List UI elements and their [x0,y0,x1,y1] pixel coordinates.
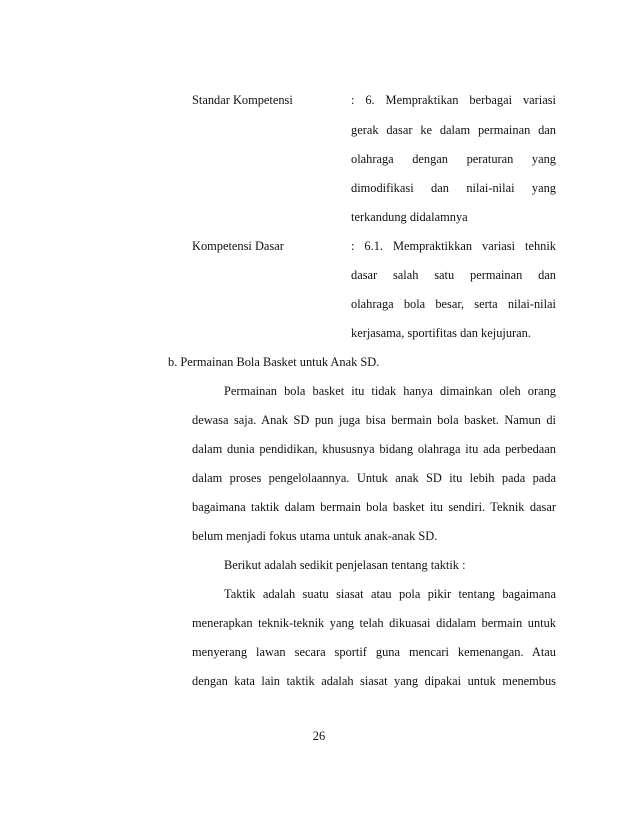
standar-kompetensi-line-4: dimodifikasi dan nilai-nilai yang [351,181,556,195]
standar-kompetensi-label: Standar Kompetensi [192,93,293,107]
kompetensi-dasar-label: Kompetensi Dasar [192,239,284,253]
standar-kompetensi-line-5: terkandung didalamnya [351,210,468,224]
paragraph-1-line-3: dalam dunia pendidikan, khususnya bidang olahraga itu ada perbedaan [192,442,556,456]
section-heading: b. Permainan Bola Basket untuk Anak SD. [168,355,380,369]
paragraph-3-line-3: menyerang lawan secara sportif guna mencari kemenangan. Atau [192,645,556,659]
paragraph-1-line-1: Permainan bola basket itu tidak hanya dimainkan oleh orang [224,384,556,398]
kompetensi-dasar-line-4: kerjasama, sportifitas dan kejujuran. [351,326,531,340]
kompetensi-dasar-line-3: olahraga bola besar, serta nilai-nilai [351,297,556,311]
paragraph-1-line-6: belum menjadi fokus utama untuk anak-anak SD. [192,529,438,543]
page-number: 26 [312,729,326,743]
kompetensi-dasar-line-1: : 6.1. Mempraktikkan variasi tehnik [351,239,556,253]
standar-kompetensi-line-1: : 6. Mempraktikan berbagai variasi [351,93,556,107]
paragraph-1-line-2: dewasa saja. Anak SD pun juga bisa bermain bola basket. Namun di [192,413,556,427]
paragraph-3-line-2: menerapkan teknik-teknik yang telah dikuasai didalam bermain untuk [192,616,556,630]
paragraph-3-line-4: dengan kata lain taktik adalah siasat yang dipakai untuk menembus [192,674,556,688]
paragraph-1-line-5: bagaimana taktik dalam bermain bola basket itu sendiri. Teknik dasar [192,500,556,514]
standar-kompetensi-line-3: olahraga dengan peraturan yang [351,152,556,166]
paragraph-1-line-4: dalam proses pengelolaannya. Untuk anak SD itu lebih pada pada [192,471,556,485]
standar-kompetensi-line-2: gerak dasar ke dalam permainan dan [351,123,556,137]
paragraph-2: Berikut adalah sedikit penjelasan tentang taktik : [224,558,466,572]
kompetensi-dasar-line-2: dasar salah satu permainan dan [351,268,556,282]
paragraph-3-line-1: Taktik adalah suatu siasat atau pola pikir tentang bagaimana [224,587,556,601]
